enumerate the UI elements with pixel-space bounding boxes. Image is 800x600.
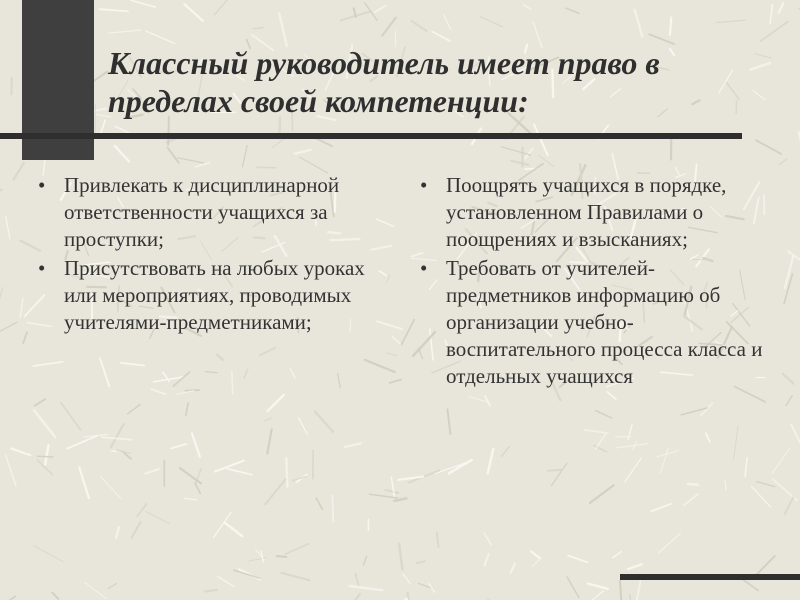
texture-fiber	[630, 595, 631, 600]
texture-fiber	[217, 355, 223, 360]
texture-fiber	[20, 298, 23, 317]
texture-fiber	[756, 140, 781, 154]
texture-fiber	[485, 554, 489, 566]
texture-fiber	[168, 148, 179, 163]
texture-fiber	[791, 424, 800, 447]
texture-fiber	[377, 321, 402, 329]
texture-fiber	[566, 8, 579, 13]
texture-fiber	[444, 15, 451, 30]
texture-fiber	[267, 430, 271, 454]
texture-fiber	[272, 138, 284, 148]
texture-fiber	[524, 5, 531, 10]
texture-fiber	[115, 146, 129, 162]
texture-fiber	[595, 434, 605, 449]
texture-fiber	[79, 467, 89, 498]
bullet-icon: •	[420, 173, 428, 197]
texture-fiber	[363, 556, 366, 565]
texture-fiber	[534, 125, 548, 156]
texture-fiber	[412, 21, 427, 31]
bullet-icon: •	[38, 173, 46, 197]
texture-fiber	[0, 322, 17, 336]
texture-fiber	[279, 14, 286, 47]
texture-fiber	[403, 574, 410, 584]
texture-fiber	[751, 486, 770, 507]
texture-fiber	[590, 485, 614, 503]
texture-fiber	[375, 6, 386, 12]
bullet-icon: •	[420, 256, 428, 280]
texture-fiber	[214, 0, 227, 15]
texture-fiber	[109, 30, 141, 33]
texture-fiber	[628, 564, 642, 569]
texture-fiber	[625, 458, 641, 482]
texture-fiber	[85, 582, 107, 598]
texture-fiber	[780, 159, 787, 165]
texture-fiber	[264, 418, 272, 421]
texture-fiber	[417, 561, 425, 563]
texture-fiber	[234, 570, 260, 578]
texture-fiber	[511, 564, 515, 574]
texture-fiber	[6, 216, 10, 239]
texture-fiber	[295, 150, 311, 154]
texture-fiber	[596, 411, 612, 418]
slide-title: Классный руководитель имеет право в пределах своей компетенции:	[108, 45, 660, 119]
texture-fiber	[399, 544, 402, 569]
texture-fiber	[61, 403, 81, 430]
texture-fiber	[449, 460, 472, 473]
right-bullet-list	[420, 172, 780, 392]
texture-fiber	[0, 288, 2, 305]
list-item	[420, 172, 780, 253]
texture-fiber	[481, 17, 503, 27]
texture-fiber	[779, 3, 783, 13]
texture-fiber	[146, 31, 174, 43]
texture-fiber	[195, 163, 209, 167]
texture-fiber	[232, 372, 233, 394]
texture-fiber	[649, 34, 674, 44]
texture-fiber	[584, 430, 608, 433]
texture-fiber	[228, 469, 252, 475]
texture-fiber	[757, 482, 775, 487]
texture-fiber	[387, 275, 390, 283]
texture-fiber	[205, 372, 217, 373]
texture-fiber	[281, 573, 309, 581]
texture-fiber	[652, 504, 671, 511]
texture-fiber	[485, 396, 490, 406]
texture-fiber	[635, 10, 643, 37]
texture-fiber	[45, 445, 48, 465]
texture-fiber	[548, 470, 561, 471]
texture-fiber	[613, 552, 621, 558]
texture-fiber	[299, 418, 308, 435]
texture-fiber	[353, 594, 360, 600]
texture-fiber	[355, 573, 358, 586]
texture-fiber	[684, 494, 698, 505]
texture-fiber	[386, 353, 396, 356]
texture-fiber	[192, 434, 200, 457]
list-item	[38, 255, 378, 336]
texture-fiber	[100, 476, 121, 499]
texture-fiber	[11, 449, 30, 456]
texture-fiber	[116, 527, 119, 538]
texture-fiber	[502, 447, 510, 457]
texture-fiber	[100, 9, 129, 11]
texture-fiber	[268, 395, 284, 411]
texture-fiber	[265, 480, 285, 505]
texture-fiber	[402, 320, 415, 345]
texture-fiber	[285, 544, 309, 555]
texture-fiber	[706, 433, 710, 442]
texture-fiber	[525, 148, 533, 159]
texture-fiber	[225, 523, 242, 536]
texture-fiber	[205, 590, 217, 592]
texture-fiber	[244, 369, 248, 378]
list-item-text: Привлекать к дисциплинарной ответственности учащихся за проступки;	[64, 173, 340, 251]
texture-fiber	[37, 456, 53, 457]
texture-fiber	[117, 450, 130, 453]
texture-fiber	[34, 410, 55, 437]
texture-fiber	[386, 490, 399, 493]
texture-fiber	[484, 533, 491, 545]
texture-fiber	[620, 581, 622, 600]
texture-fiber	[14, 163, 24, 180]
texture-fiber	[488, 449, 494, 473]
texture-fiber	[379, 271, 386, 276]
texture-fiber	[173, 372, 189, 386]
list-item-text: Присутствовать на любых уроках или мероприятиях, проводимых учителями-предметниками;	[64, 256, 365, 334]
texture-fiber	[145, 469, 158, 473]
texture-fiber	[786, 395, 792, 405]
title-divider	[0, 133, 742, 139]
texture-fiber	[567, 577, 579, 598]
bullet-icon: •	[38, 256, 46, 280]
texture-fiber	[146, 512, 169, 524]
texture-fiber	[616, 444, 648, 448]
texture-fiber	[0, 190, 2, 198]
texture-fiber	[447, 409, 450, 434]
texture-fiber	[390, 380, 401, 383]
texture-fiber	[132, 522, 141, 537]
texture-fiber	[108, 584, 117, 589]
texture-fiber	[394, 498, 406, 501]
texture-fiber	[370, 494, 398, 498]
texture-fiber	[185, 4, 203, 20]
texture-fiber	[501, 147, 530, 155]
texture-fiber	[391, 477, 394, 496]
texture-fiber	[128, 404, 141, 413]
texture-fiber	[716, 20, 746, 22]
texture-fiber	[277, 556, 287, 557]
texture-fiber	[761, 22, 788, 41]
texture-fiber	[338, 373, 341, 387]
texture-fiber	[171, 444, 186, 449]
texture-fiber	[661, 448, 669, 473]
texture-fiber	[315, 412, 333, 432]
texture-fiber	[745, 458, 747, 476]
texture-fiber	[23, 332, 27, 343]
texture-fiber	[659, 533, 681, 552]
texture-fiber	[286, 458, 287, 487]
texture-fiber	[772, 448, 790, 474]
texture-fiber	[532, 558, 541, 567]
texture-fiber	[152, 389, 166, 394]
texture-fiber	[316, 498, 322, 509]
texture-fiber	[350, 586, 383, 590]
texture-fiber	[552, 463, 567, 485]
texture-fiber	[290, 369, 295, 378]
texture-fiber	[382, 18, 396, 36]
texture-fiber	[132, 1, 155, 8]
texture-fiber	[33, 546, 63, 562]
texture-fiber	[253, 28, 263, 29]
texture-fiber	[260, 348, 275, 355]
texture-fiber	[35, 399, 45, 406]
left-bullet-list	[38, 172, 378, 338]
footer-divider	[620, 574, 800, 580]
texture-fiber	[243, 146, 248, 167]
list-item-text: Требовать от учителей-предметников информацию об организации учебно-воспитательного процесса класса и отдельных учащихся	[446, 256, 763, 388]
texture-fiber	[168, 117, 169, 145]
list-item	[38, 172, 378, 253]
texture-fiber	[184, 498, 196, 500]
texture-fiber	[607, 392, 616, 400]
texture-fiber	[6, 455, 16, 486]
texture-fiber	[345, 443, 361, 447]
list-item	[420, 255, 780, 390]
texture-fiber	[734, 427, 739, 460]
texture-fiber	[376, 219, 394, 226]
texture-fiber	[770, 5, 772, 24]
texture-fiber	[437, 533, 439, 547]
texture-fiber	[531, 551, 539, 558]
texture-fiber	[670, 18, 671, 35]
texture-fiber	[568, 556, 588, 563]
texture-fiber	[68, 436, 97, 449]
texture-fiber	[186, 403, 188, 415]
texture-fiber	[53, 593, 59, 599]
texture-fiber	[432, 32, 450, 41]
texture-fiber	[195, 483, 200, 493]
texture-fiber	[218, 576, 235, 586]
texture-fiber	[332, 496, 333, 522]
texture-fiber	[111, 424, 124, 447]
texture-fiber	[588, 584, 608, 589]
texture-fiber	[8, 596, 15, 600]
list-item-text: Поощрять учащихся в порядке, установленном Правилами о поощрениях и взысканиях;	[446, 173, 727, 251]
texture-fiber	[33, 362, 63, 366]
texture-fiber	[725, 481, 726, 491]
texture-fiber	[137, 504, 146, 517]
texture-fiber	[587, 591, 604, 600]
texture-fiber	[279, 118, 280, 135]
texture-fiber	[300, 157, 328, 173]
texture-fiber	[783, 374, 794, 384]
texture-fiber	[511, 161, 528, 165]
texture-fiber	[365, 360, 395, 372]
texture-fiber	[785, 497, 794, 514]
texture-fiber	[688, 484, 698, 485]
texture-fiber	[100, 358, 109, 386]
texture-fiber	[178, 158, 204, 163]
texture-fiber	[392, 337, 400, 345]
texture-fiber	[121, 363, 144, 366]
